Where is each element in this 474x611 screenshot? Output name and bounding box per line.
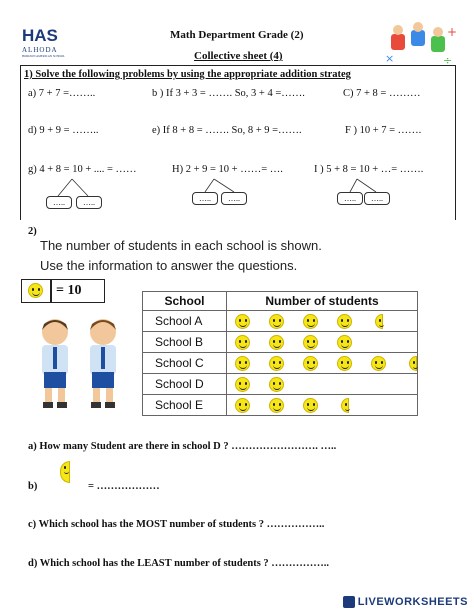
smiley-icon xyxy=(337,335,352,350)
smiley-icon xyxy=(269,377,284,392)
problem-g: g) 4 + 8 = 10 + .... = …… xyxy=(28,164,137,175)
smiley-icon xyxy=(269,314,284,329)
pictograph-table xyxy=(142,291,418,416)
school-name-cell: School C xyxy=(143,353,227,374)
half-smiley-icon xyxy=(341,398,349,413)
answer-box-g1[interactable]: ….. xyxy=(46,196,72,209)
smiley-icon xyxy=(337,356,352,371)
table-row xyxy=(143,332,418,353)
problem-i: I ) 5 + 8 = 10 + …= ……. xyxy=(314,164,424,175)
svg-text:÷: ÷ xyxy=(443,54,453,66)
smiley-count-cell xyxy=(227,395,418,416)
smiley-count-cell xyxy=(227,311,418,332)
smiley-icon xyxy=(235,377,250,392)
answer-box-i1[interactable]: ….. xyxy=(337,192,363,205)
smiley-icon xyxy=(235,314,250,329)
smiley-icon xyxy=(303,335,318,350)
column-header-school: School xyxy=(143,292,227,311)
school-name-cell: School A xyxy=(143,311,227,332)
liveworksheets-logo-icon xyxy=(343,596,355,608)
question-a: a) How many Student are there in school D ? ……………………. ….. xyxy=(28,441,337,452)
logo-text: HAS xyxy=(22,26,58,45)
page-subtitle: Collective sheet (4) xyxy=(194,50,283,62)
half-smiley-icon xyxy=(409,356,417,371)
smiley-icon xyxy=(269,335,284,350)
footer-brand-text: LIVEWORKSHEETS xyxy=(357,596,468,608)
school-name-cell: School D xyxy=(143,374,227,395)
section1-instruction: 1) Solve the following problems by using the appropriate addition strateg xyxy=(24,69,351,80)
smiley-icon xyxy=(303,356,318,371)
smiley-icon xyxy=(235,335,250,350)
half-smiley-icon xyxy=(375,314,383,329)
smiley-icon xyxy=(303,314,318,329)
key-smiley-cell xyxy=(22,280,52,302)
section2-intro-line2: Use the information to answer the questions. xyxy=(40,258,298,273)
smiley-icon xyxy=(371,356,386,371)
smiley-icon xyxy=(337,314,352,329)
smiley-count-cell xyxy=(227,353,418,374)
problem-e: e) If 8 + 8 = ……. So, 8 + 9 =……. xyxy=(152,125,302,136)
answer-box-h2[interactable]: ….. xyxy=(221,192,247,205)
smiley-icon xyxy=(269,356,284,371)
problem-a: a) 7 + 7 =…….. xyxy=(28,88,96,99)
smiley-icon xyxy=(235,398,250,413)
page-title: Math Department Grade (2) xyxy=(170,29,304,41)
logo-small-text: HORIZON AMERICAN SCHOOL xyxy=(22,54,65,58)
table-row xyxy=(143,353,418,374)
problem-b: b ) If 3 + 3 = ……. So, 3 + 4 =……. xyxy=(152,88,305,99)
problem-f: F ) 10 + 7 = ……. xyxy=(345,125,422,136)
problem-h: H) 2 + 9 = 10 + ……= …. xyxy=(172,164,283,175)
smiley-icon xyxy=(235,356,250,371)
table-header-row xyxy=(143,292,418,311)
school-logo xyxy=(22,26,66,60)
table-row xyxy=(143,311,418,332)
section2-number: 2) xyxy=(28,226,37,237)
school-name-cell: School B xyxy=(143,332,227,353)
smiley-icon xyxy=(303,398,318,413)
svg-text:×: × xyxy=(385,52,395,65)
smiley-icon xyxy=(28,283,43,298)
smiley-count-cell xyxy=(227,374,418,395)
column-header-students: Number of students xyxy=(227,292,418,311)
problem-d: d) 9 + 9 = …….. xyxy=(28,125,99,136)
section2-intro-line1: The number of students in each school is shown. xyxy=(40,238,322,253)
answer-box-i2[interactable]: ….. xyxy=(364,192,390,205)
smiley-count-cell xyxy=(227,332,418,353)
answer-box-h1[interactable]: ….. xyxy=(192,192,218,205)
students-illustration xyxy=(30,312,130,412)
table-row xyxy=(143,395,418,416)
question-b-answer: = ……………… xyxy=(88,481,160,492)
school-name-cell: School E xyxy=(143,395,227,416)
answer-box-g2[interactable]: ….. xyxy=(76,196,102,209)
picture-key xyxy=(21,279,105,303)
svg-text:+: + xyxy=(447,25,458,39)
question-d: d) Which school has the LEAST number of students ? …………….. xyxy=(28,558,330,569)
key-value: = 10 xyxy=(56,283,82,298)
logo-subtext: ALHODA xyxy=(22,46,58,54)
half-smiley-icon xyxy=(60,461,70,483)
smiley-icon xyxy=(269,398,284,413)
kids-math-clipart xyxy=(383,22,461,66)
problem-c: C) 7 + 8 = ……… xyxy=(343,88,421,99)
question-c: c) Which school has the MOST number of students ? …………….. xyxy=(28,519,325,530)
table-row xyxy=(143,374,418,395)
question-b-label: b) xyxy=(28,481,38,492)
footer-brand xyxy=(343,596,468,608)
